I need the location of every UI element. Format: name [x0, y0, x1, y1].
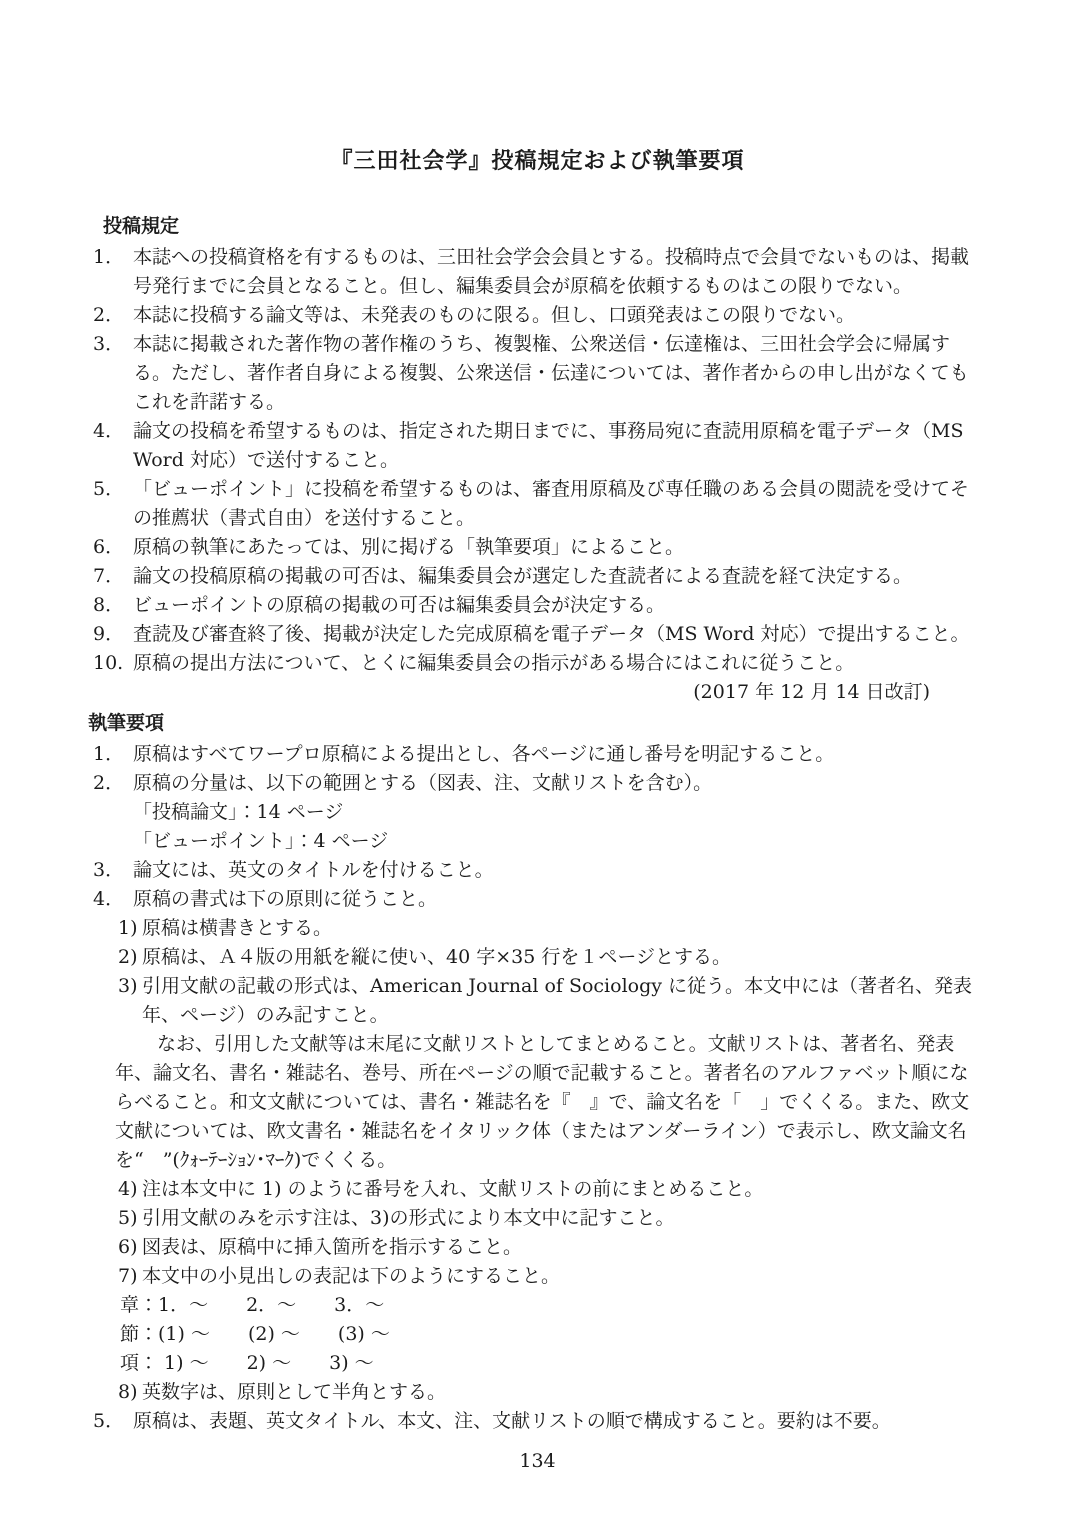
item-text: 原稿はすべてワープロ原稿による提出とし、各ページに通し番号を明記すること。 — [133, 743, 835, 765]
item-number: 6． — [93, 536, 125, 558]
sub-list-item — [88, 943, 985, 972]
sub-list-item — [88, 1262, 985, 1291]
page-title: 『三田社会学』投稿規定および執筆要項 — [330, 148, 745, 174]
item-number: 8． — [93, 594, 125, 616]
item-text: 原稿の執筆にあたっては、別に掲げる「執筆要項」によること。 — [133, 536, 685, 558]
item-number: 8) — [118, 1381, 138, 1403]
item-text: 原稿の提出方法について、とくに編集委員会の指示がある場合にはこれに従うこと。 — [133, 652, 855, 674]
item-number: 7) — [118, 1265, 138, 1287]
item-number: 10. — [93, 652, 124, 674]
list-item — [88, 301, 985, 330]
item-number: 2． — [93, 304, 125, 326]
sub-list-item — [88, 914, 985, 943]
list-item — [88, 533, 985, 562]
list-item — [88, 885, 985, 914]
heading-format-line: 節：(1) ～ (2) ～ (3) ～ — [120, 1323, 390, 1345]
heading-format-line: 章：1．～ 2．～ 3．～ — [120, 1294, 385, 1316]
item-text: 論文の投稿原稿の掲載の可否は、編集委員会が選定した査読者による査読を経て決定する。 — [133, 565, 913, 587]
item-number: 4． — [93, 420, 125, 442]
item-text: 本文中の小見出しの表記は下のようにすること。 — [142, 1265, 561, 1287]
item-text: 図表は、原稿中に挿入箇所を指示すること。 — [142, 1236, 523, 1258]
sub-line: 「投稿論文」：14 ページ — [133, 801, 344, 823]
item-number: 3． — [93, 333, 125, 355]
item-number: 1． — [93, 743, 125, 765]
list-item — [88, 243, 985, 301]
item-number: 5． — [93, 1410, 125, 1432]
list-item — [88, 330, 985, 417]
list-item — [88, 475, 985, 533]
note-paragraph: なお、引用した文献等は末尾に文献リストとしてまとめること。文献リストは、著者名、発表年、論文名、書名・雑誌名、巻号、所在ページの順で記載すること。著者名のアルファベット順にならべること。和文文献については、書名・雑誌名を『 』で、論文名を「 」でくくる。また、欧文文献については、欧文書名・雑誌名をイタリック体（またはアンダーライン）で表示し、欧文論文名を“ ”(ｸｫｰﾃｰｼｮﾝ･ﾏｰｸ)でくくる。 — [115, 1033, 970, 1171]
list-item — [88, 769, 985, 798]
item-text: 引用文献のみを示す注は、3)の形式により本文中に記すこと。 — [142, 1207, 675, 1229]
item-number: 3． — [93, 859, 125, 881]
sub-list-item — [88, 1233, 985, 1262]
item-number: 2． — [93, 772, 125, 794]
item-number: 4． — [93, 888, 125, 910]
item-number: 7． — [93, 565, 125, 587]
item-number: 3) — [118, 975, 138, 997]
section-heading-toukou-kitei: 投稿規定 — [103, 215, 180, 237]
page-number: 134 — [519, 1450, 556, 1472]
item-text: 本誌に投稿する論文等は、未発表のものに限る。但し、口頭発表はこの限りでない。 — [133, 304, 856, 326]
item-number: 6) — [118, 1236, 138, 1258]
item-text: 本誌に掲載された著作物の著作権のうち、複製権、公衆送信・伝達権は、三田社会学会に帰属する。ただし、著作者自身による複製、公衆送信・伝達については、著作者からの申し出がなくてもこれを許諾する。 — [133, 333, 969, 413]
item-text: 英数字は、原則として半角とする。 — [142, 1381, 447, 1403]
list-item — [88, 562, 985, 591]
item-text: ビューポイントの原稿の掲載の可否は編集委員会が決定する。 — [133, 594, 666, 616]
item-text: 査読及び審査終了後、掲載が決定した完成原稿を電子データ（MS Word 対応）で提出すること。 — [133, 623, 970, 645]
list-item — [88, 856, 985, 885]
list-item — [88, 417, 985, 475]
sub-list-item — [88, 972, 985, 1030]
list-item — [88, 740, 985, 769]
item-number: 5) — [118, 1207, 138, 1229]
item-number: 9． — [93, 623, 125, 645]
item-number: 2) — [118, 946, 138, 968]
item-text: 論文には、英文のタイトルを付けること。 — [133, 859, 494, 881]
heading-format-line: 項： 1) ～ 2) ～ 3) ～ — [120, 1352, 374, 1374]
item-text: 論文の投稿を希望するものは、指定された期日までに、事務局宛に査読用原稿を電子データ（MS Word 対応）で送付すること。 — [133, 420, 964, 471]
sub-list-item — [88, 1204, 985, 1233]
item-number: 1． — [93, 246, 125, 268]
item-text: 「ビューポイント」に投稿を希望するものは、審査用原稿及び専任職のある会員の閲読を受けてその推薦状（書式自由）を送付すること。 — [133, 478, 970, 529]
item-number: 1) — [118, 917, 138, 939]
item-text: 引用文献の記載の形式は、American Journal of Sociology に従う。本文中には（著者名、発表年、ページ）のみ記すこと。 — [142, 975, 973, 1026]
sub-list-item — [88, 1378, 985, 1407]
revision-date: (2017 年 12 月 14 日改訂) — [693, 681, 930, 703]
item-text: 本誌への投稿資格を有するものは、三田社会学会会員とする。投稿時点で会員でないものは、掲載号発行までに会員となること。但し、編集委員会が原稿を依頼するものはこの限りでない。 — [133, 246, 970, 297]
item-number: 5． — [93, 478, 125, 500]
sub-list-item — [88, 1175, 985, 1204]
item-text: 原稿の分量は、以下の範囲とする（図表、注、文献リストを含む）。 — [133, 772, 713, 794]
list-item — [88, 620, 985, 649]
item-number: 4) — [118, 1178, 138, 1200]
sub-line: 「ビューポイント」：4 ページ — [133, 830, 389, 852]
item-text: 原稿は、Ａ４版の用紙を縦に使い、40 字×35 行を１ページとする。 — [142, 946, 731, 968]
item-text: 原稿は横書きとする。 — [142, 917, 333, 939]
item-text: 原稿の書式は下の原則に従うこと。 — [133, 888, 438, 910]
section-heading-shippitsu-youkou: 執筆要項 — [88, 712, 165, 734]
document-body — [88, 212, 985, 1436]
item-text: 原稿は、表題、英文タイトル、本文、注、文献リストの順で構成すること。要約は不要。 — [133, 1410, 891, 1432]
list-item — [88, 1407, 985, 1436]
list-item — [88, 649, 985, 678]
list-item — [88, 591, 985, 620]
item-text: 注は本文中に 1) のように番号を入れ、文献リストの前にまとめること。 — [142, 1178, 764, 1200]
